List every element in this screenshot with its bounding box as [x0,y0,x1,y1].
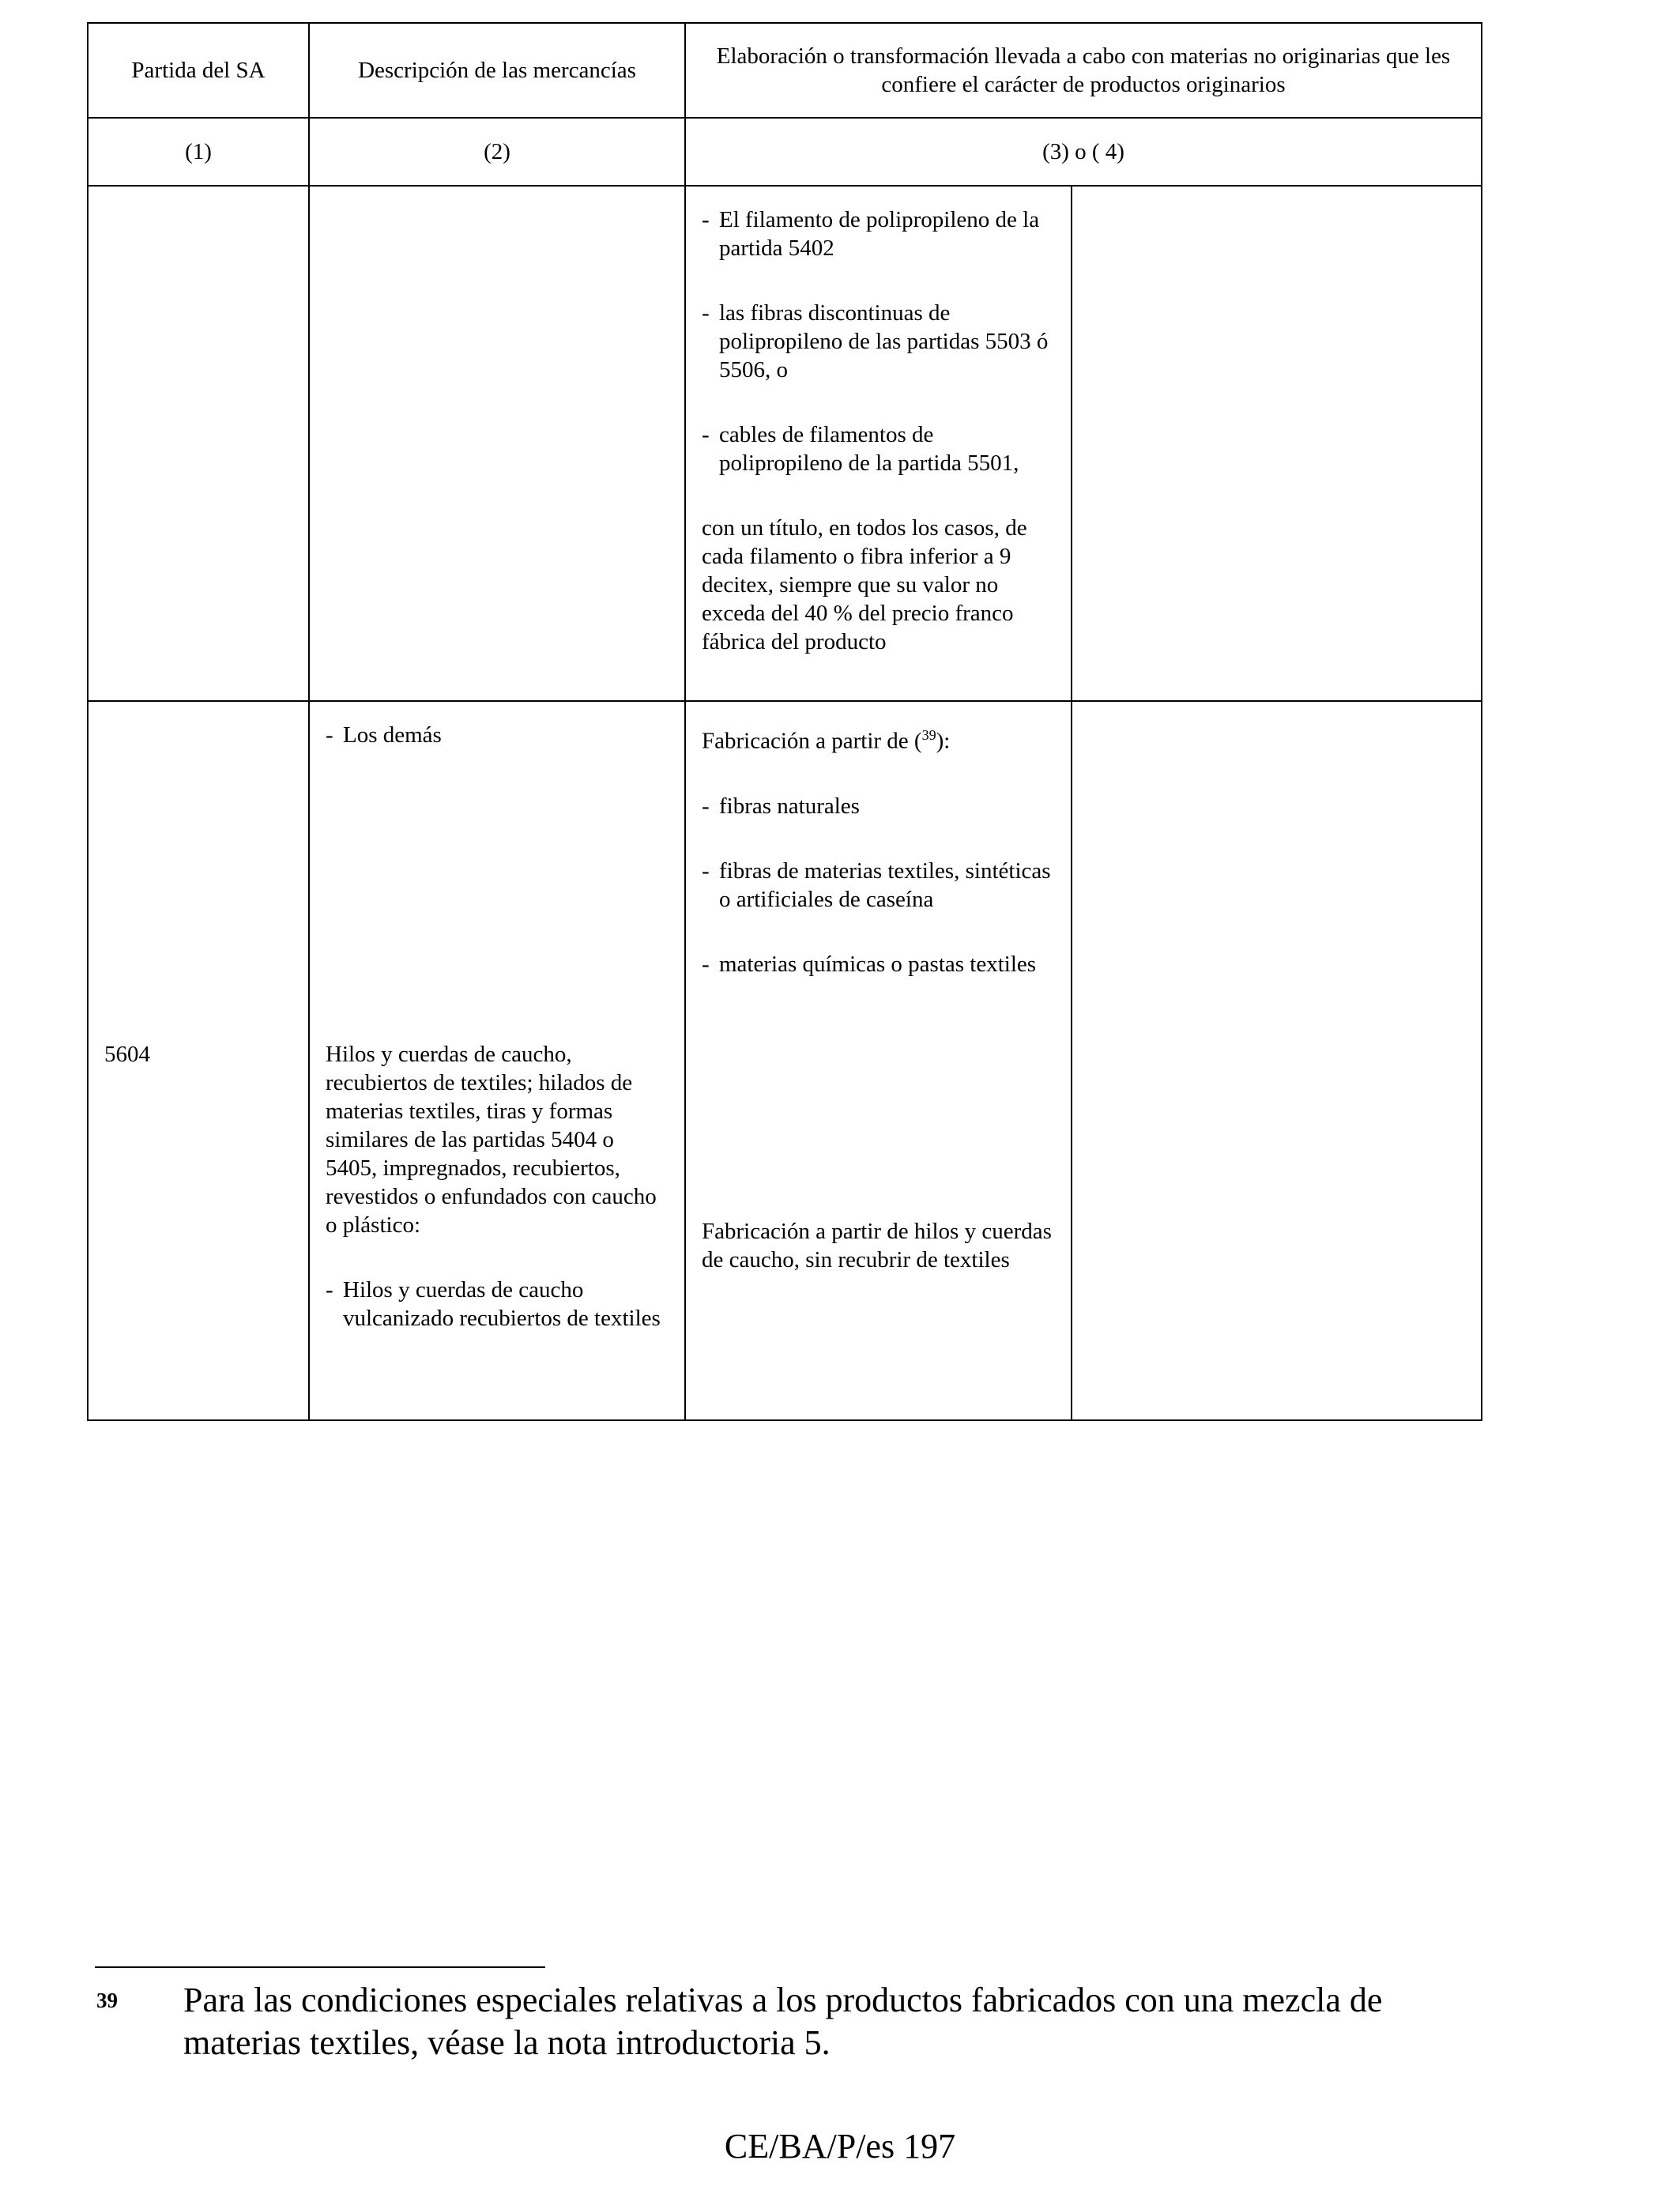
footnote-ref: 39 [921,727,936,743]
cell-partida [88,701,309,1420]
cell-empty [1072,186,1482,701]
spacer [326,749,669,1040]
header-elaboracion: Elaboración o transformación llevada a cabo con materias no originarias que les confiere el carácter de productos originarios [685,23,1482,118]
footnote-text: Para las condiciones especiales relativas a los productos fabricados con una mezcla de materias textiles, véase la nota introductoria 5. [183,1981,1383,2062]
col-number-3-4: (3) o ( 4) [685,118,1482,186]
dash-marker: - [326,722,333,748]
cell-empty [309,186,685,701]
list-item [326,1276,669,1333]
item-text: fibras de materias textiles, sintéticas o artificiales de caseína [719,858,1051,912]
fabricacion-intro [702,721,1055,756]
list-item [702,857,1055,914]
dash-marker: - [702,300,710,326]
col-number-2: (2) [309,118,685,186]
cell-empty [1072,701,1482,1420]
header-descripcion: Descripción de las mercancías [309,23,685,118]
dash-marker: - [702,951,710,977]
dash-marker: - [326,1277,333,1302]
cell-elaboracion [685,701,1072,1420]
intro-close: ): [936,728,951,754]
header-partida: Partida del SA [88,23,309,118]
dash-marker: - [702,207,710,232]
page-identifier: CE/BA/P/es 197 [724,2127,956,2166]
header-row [88,23,1482,118]
column-number-row [88,118,1482,186]
item-text: Los demás [343,722,442,748]
list-item [702,792,1055,820]
dash-marker: - [702,858,710,884]
partida-code: 5604 [104,1042,150,1067]
table-row [88,186,1482,701]
rules-table [87,22,1482,1421]
list-item [702,950,1055,978]
col-number-1: (1) [88,118,309,186]
dash-marker: - [702,793,710,819]
spacer [104,721,292,997]
item-text: cables de filamentos de polipropileno de la partida 5501, [719,422,1019,476]
cell-elaboracion [685,186,1072,701]
cell-descripcion [309,701,685,1420]
item-text: Hilos y cuerdas de caucho vulcanizado recubiertos de textiles [343,1277,661,1331]
footnote-number: 39 [96,1989,118,2012]
table-row [88,701,1482,1420]
condition-text: con un título, en todos los casos, de cada filamento o fibra inferior a 9 decitex, siempre que su valor no exceda del 40 % del precio franco fábrica del producto [702,515,1027,654]
footnote-separator [95,1966,545,1968]
cell-empty [88,186,309,701]
list-item [702,420,1055,477]
item-text: las fibras discontinuas de polipropileno de las partidas 5503 ó 5506, o [719,300,1049,383]
list-item [326,721,669,749]
dash-marker: - [702,422,710,447]
list-item [702,299,1055,384]
spacer [702,978,1055,1217]
item-text: El filamento de polipropileno de la partida 5402 [719,207,1040,261]
item-text: materias químicas o pastas textiles [719,951,1037,977]
list-item [702,205,1055,262]
description-text: Hilos y cuerdas de caucho, recubiertos de textiles; hilados de materias textiles, tiras y formas similares de las partidas 5404 o 5405, impregnados, recubiertos, revestidos o enfundados con caucho o plástico: [326,1042,657,1238]
intro-text: Fabricación a partir de ( [702,728,922,754]
item-text: fibras naturales [719,793,860,819]
fabricacion-text: Fabricación a partir de hilos y cuerdas de caucho, sin recubrir de textiles [702,1218,1052,1272]
